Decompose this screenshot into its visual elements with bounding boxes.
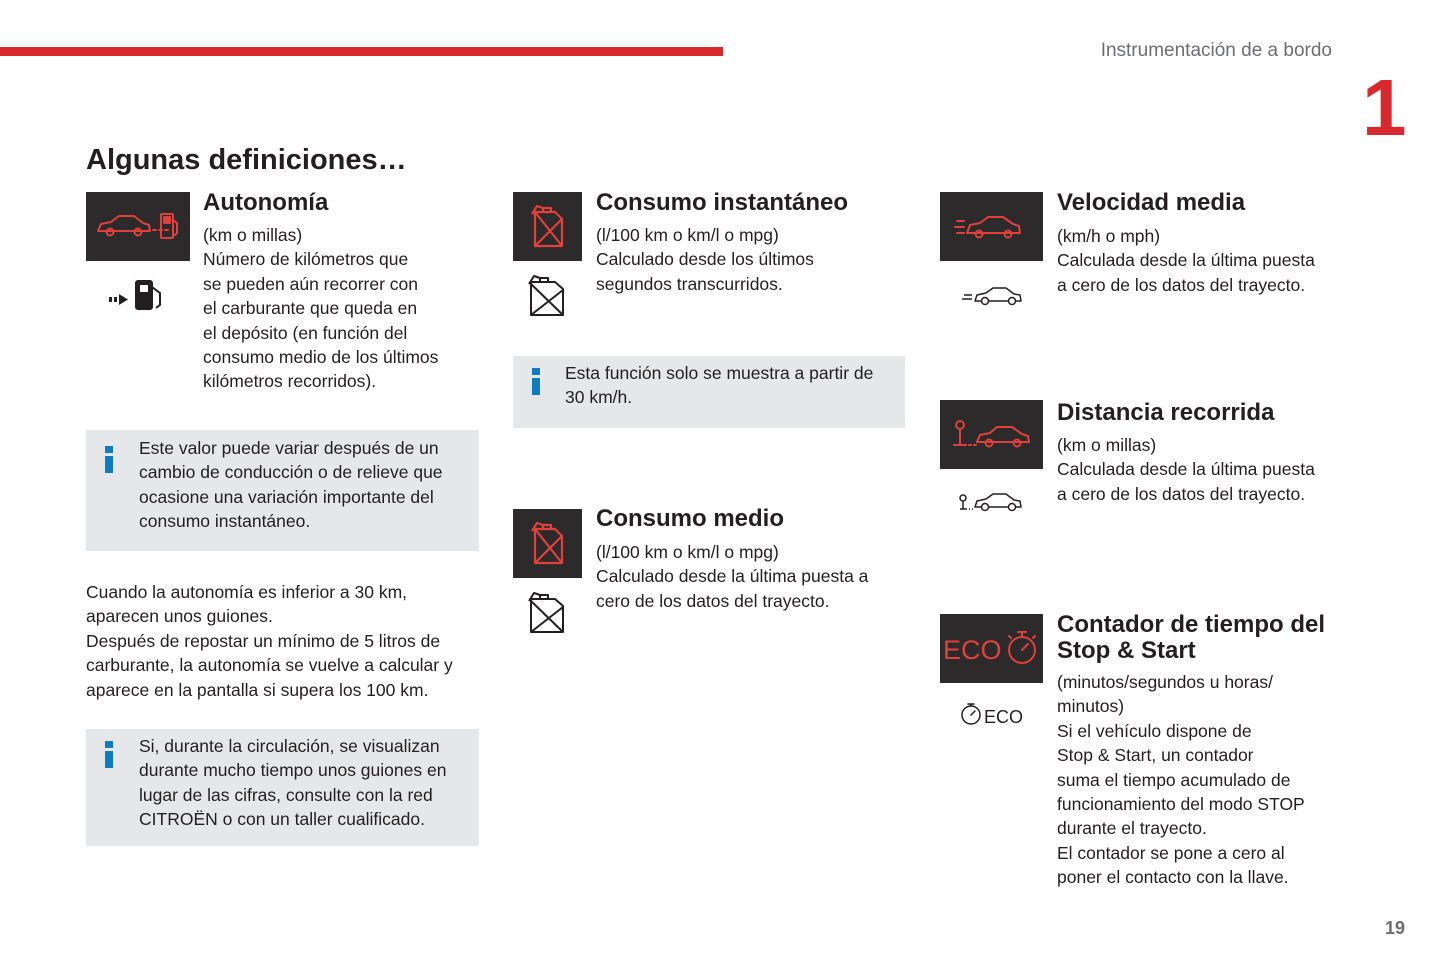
consumo-medio-description: (l/100 km o km/l o mpg) Calculado desde la última puesta a cero de los datos del trayecto. bbox=[596, 542, 869, 611]
distancia-recorrida-description: (km o millas) Calculada desde la última puesta a cero de los datos del trayecto. bbox=[1057, 435, 1315, 504]
car-distance-dark-icon bbox=[940, 400, 1043, 469]
autonomia-body-text: Cuando la autonomía es inferior a 30 km, aparecen unos guiones. Después de repostar un mínimo de 5 litros de carburante, la autonomía se vuelve a calcular y aparece en la pantalla si supera los 100 km. bbox=[86, 582, 453, 700]
section-title-stop-start: Contador de tiempo del Stop & Start bbox=[1057, 611, 1326, 664]
chapter-number: 1 bbox=[1362, 63, 1407, 152]
eco-label: ECO bbox=[943, 635, 1002, 665]
fuel-can-average-dark-icon bbox=[513, 509, 582, 578]
fuel-pump-range-icon bbox=[106, 275, 168, 315]
velocidad-media-description: (km/h o mph) Calculada desde la última puesta a cero de los datos del trayecto. bbox=[1057, 226, 1315, 295]
consumo-instantaneo-description: (l/100 km o km/l o mpg) Calculado desde los últimos segundos transcurridos. bbox=[596, 225, 814, 294]
section-title-autonomia: Autonomía bbox=[203, 189, 329, 216]
header-red-bar bbox=[0, 47, 723, 56]
fuel-can-instant-dark-icon bbox=[513, 192, 582, 261]
car-speed-dark-icon bbox=[940, 192, 1043, 261]
page-title: Algunas definiciones… bbox=[86, 144, 407, 176]
section-title-consumo-instantaneo: Consumo instantáneo bbox=[596, 189, 849, 216]
section-title-velocidad-media: Velocidad media bbox=[1057, 189, 1246, 216]
autonomia-description: (km o millas) Número de kilómetros que se pueden aún recorrer con el carburante que queda en el depósito (en función del consumo medio de los últimos kilómetros recorridos). bbox=[203, 225, 439, 392]
fuel-can-average-icon bbox=[526, 591, 568, 635]
section-title-distancia-recorrida: Distancia recorrida bbox=[1057, 399, 1275, 426]
eco-label: ECO bbox=[984, 707, 1024, 727]
eco-stopwatch-icon bbox=[960, 700, 1026, 728]
car-fuel-range-icon bbox=[86, 192, 190, 261]
car-speed-icon bbox=[960, 284, 1025, 310]
section-header: Instrumentación de a bordo bbox=[1100, 40, 1332, 61]
eco-stopwatch-dark-icon bbox=[940, 614, 1043, 683]
section-title-consumo-medio: Consumo medio bbox=[596, 505, 785, 532]
page-number: 19 bbox=[1384, 918, 1405, 938]
info-note-consumo-instantaneo: Esta función solo se muestra a partir de 30 km/h. bbox=[513, 356, 905, 428]
info-note-autonomia: Este valor puede variar después de un cambio de conducción o de relieve que ocasione una variación importante del consumo instantáneo. bbox=[86, 430, 479, 551]
info-note-dashes: Si, durante la circulación, se visualizan durante mucho tiempo unos guiones en lugar de las cifras, consulte con la red CITROËN o con un taller cualificado. bbox=[86, 729, 479, 846]
stop-start-description: (minutos/segundos u horas/ minutos) Si el vehículo dispone de Stop & Start, un contador suma el tiempo acumulado de funcionamiento del modo STOP durante el trayecto. El contador se pone a cero al poner el contacto con la llave. bbox=[1057, 672, 1305, 888]
fuel-can-instant-icon bbox=[526, 274, 568, 318]
car-distance-icon bbox=[958, 491, 1025, 515]
